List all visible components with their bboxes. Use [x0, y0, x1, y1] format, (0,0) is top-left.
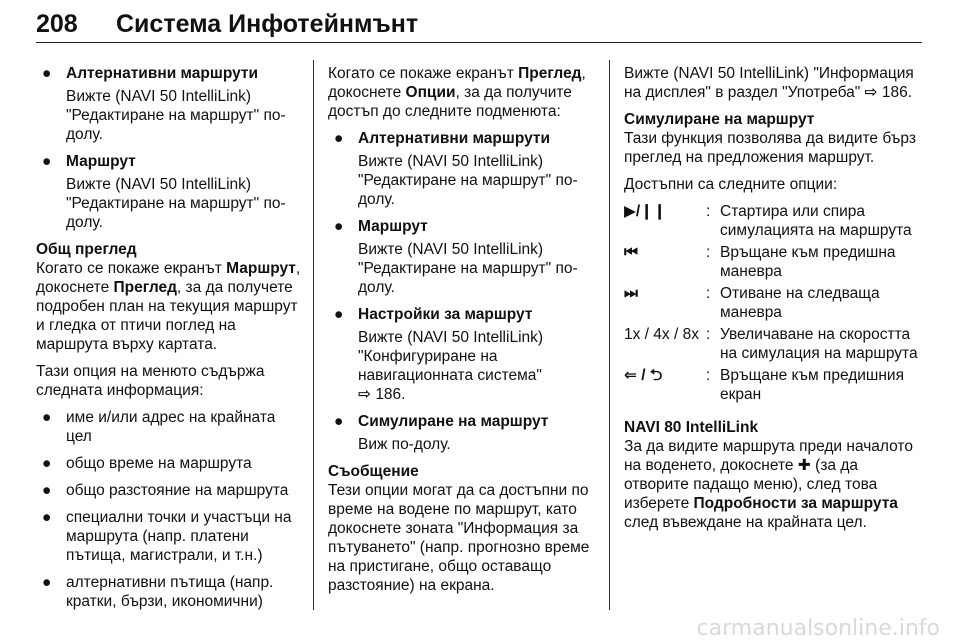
list-item	[36, 152, 304, 232]
page-header	[36, 8, 922, 43]
bullet-icon: ●	[42, 482, 52, 499]
item-title: Маршрут	[66, 153, 136, 170]
page-ref-icon: ⇨	[864, 84, 878, 101]
bullet-icon: ●	[334, 413, 344, 430]
ui-term: Подробности за маршрута	[693, 495, 898, 512]
section-heading: Симулиране на маршрут	[624, 111, 815, 128]
ui-term: Преглед	[113, 279, 177, 296]
text-run: след въвеждане на крайната цел.	[624, 514, 867, 531]
table-row	[624, 284, 920, 322]
ui-term: Преглед	[518, 65, 582, 82]
text-run: , за да получете подробен план на текущия маршрут и гледка от птичи поглед на маршрута върху картата.	[36, 279, 298, 353]
separator: :	[706, 326, 711, 343]
option-description: Увеличаване на скоростта на симулация на маршрута	[720, 326, 918, 362]
item-text: алтернативни пътища (напр. кратки, бързи, икономични)	[66, 574, 274, 610]
text-run: , докоснете	[328, 65, 586, 101]
list-item	[36, 64, 304, 144]
text-run: , за да получите достъп до следните подменюта:	[328, 84, 572, 120]
list-item	[36, 408, 304, 446]
page-reference	[358, 385, 600, 404]
bullet-icon: ●	[42, 574, 52, 591]
table-row	[624, 325, 920, 363]
option-description: Връщане към предишна маневра	[720, 244, 896, 280]
page-ref-icon: ⇨	[358, 386, 371, 403]
item-title: Алтернативни маршрути	[358, 130, 551, 147]
bullet-icon: ●	[334, 130, 344, 147]
separator: :	[706, 285, 711, 302]
table-row	[624, 202, 920, 240]
item-title: Алтернативни маршрути	[66, 65, 259, 82]
text-run: Когато се покаже екранът	[328, 65, 514, 82]
column-1	[36, 64, 304, 619]
separator: :	[706, 244, 711, 261]
column-3	[624, 64, 920, 540]
back-arrow-icon: ⇐ / ⮌	[624, 367, 663, 384]
list-item	[36, 454, 304, 473]
speed-options: 1x / 4x / 8x	[624, 326, 699, 343]
item-text: Виж по-долу.	[358, 436, 451, 453]
text-run: Когато се покаже екранът	[36, 260, 222, 277]
list-item	[328, 305, 600, 404]
bullet-icon: ●	[42, 455, 52, 472]
table-row	[624, 366, 920, 404]
table-row	[624, 243, 920, 281]
page-ref-number: 186.	[881, 84, 913, 101]
paragraph	[624, 64, 920, 102]
item-text: Вижте (NAVI 50 IntelliLink) "Редактиране на маршрут" по-долу.	[358, 153, 578, 208]
watermark: carmanualsonline.info	[696, 616, 940, 641]
item-title: Настройки за маршрут	[358, 306, 533, 323]
skip-back-icon: ⏮	[624, 244, 638, 261]
list-item	[36, 508, 304, 565]
ui-term: Маршрут	[226, 260, 296, 277]
paragraph: Тази функция позволява да видите бърз преглед на предложения маршрут.	[624, 130, 916, 166]
item-text: Вижте (NAVI 50 IntelliLink) "Редактиране на маршрут" по-долу.	[66, 176, 286, 231]
column-divider	[313, 60, 314, 610]
item-text: Вижте (NAVI 50 IntelliLink) "Редактиране на маршрут" по-долу.	[66, 88, 286, 143]
column-2	[328, 64, 600, 603]
list-item	[328, 412, 600, 454]
page-ref-number: 186.	[375, 386, 406, 403]
list-item	[328, 129, 600, 209]
text-run: , докоснете	[36, 260, 301, 296]
paragraph	[624, 437, 920, 532]
page-number: 208	[36, 10, 78, 38]
option-description: Отиване на следваща маневра	[720, 285, 880, 321]
text-run: Вижте (NAVI 50 IntelliLink) "Информация на дисплея" в раздел "Употреба"	[624, 65, 914, 101]
bullet-icon: ●	[42, 409, 52, 426]
option-description: Връщане към предишния екран	[720, 367, 904, 403]
list-item	[36, 573, 304, 611]
page-title: Система Инфотейнмънт	[116, 10, 419, 38]
item-title: Симулиране на маршрут	[358, 413, 549, 430]
ui-term: Опции	[405, 84, 456, 101]
plus-icon: ✚	[797, 457, 811, 474]
text-run: За да видите маршрута преди началото на воденето, докоснете	[624, 438, 913, 474]
item-text: специални точки и участъци на маршрута (напр. платени пътища, магистрали, и т.н.)	[66, 509, 292, 564]
column-divider	[609, 60, 610, 610]
play-pause-icon: ▶/❙❙	[624, 203, 667, 220]
paragraph	[36, 259, 304, 354]
list-item	[36, 481, 304, 500]
paragraph: Достъпни са следните опции:	[624, 176, 838, 193]
option-description: Стартира или спира симулацията на маршрута	[720, 203, 912, 239]
section-heading: NAVI 80 IntelliLink	[624, 419, 759, 436]
list-item	[328, 217, 600, 297]
bullet-icon: ●	[334, 218, 344, 235]
separator: :	[706, 203, 711, 220]
skip-forward-icon: ⏭	[624, 285, 638, 302]
text-run: (за да отворите падащо меню), след това изберете	[624, 457, 878, 512]
options-table	[624, 202, 920, 404]
separator: :	[706, 367, 711, 384]
note-heading: Съобщение	[328, 463, 419, 480]
item-text: Вижте (NAVI 50 IntelliLink) "Конфигуриране на навигационната система"	[358, 329, 544, 384]
bullet-icon: ●	[334, 306, 344, 323]
bullet-icon: ●	[42, 153, 52, 170]
item-text: име и/или адрес на крайната цел	[66, 409, 276, 445]
paragraph: Тази опция на менюто съдържа следната информация:	[36, 363, 265, 399]
paragraph	[328, 64, 600, 121]
section-heading: Общ преглед	[36, 241, 137, 258]
item-text: общо време на маршрута	[66, 455, 252, 472]
item-text: общо разстояние на маршрута	[66, 482, 289, 499]
item-text: Вижте (NAVI 50 IntelliLink) "Редактиране на маршрут" по-долу.	[358, 241, 578, 296]
bullet-icon: ●	[42, 65, 52, 82]
bullet-icon: ●	[42, 509, 52, 526]
note-text: Тези опции могат да са достъпни по време на водене по маршрут, като докоснете зоната "Информация за пътуването" (напр. прогнозно време на пристигане, общо оставащо разстояние) на екрана.	[328, 482, 590, 594]
item-title: Маршрут	[358, 218, 428, 235]
